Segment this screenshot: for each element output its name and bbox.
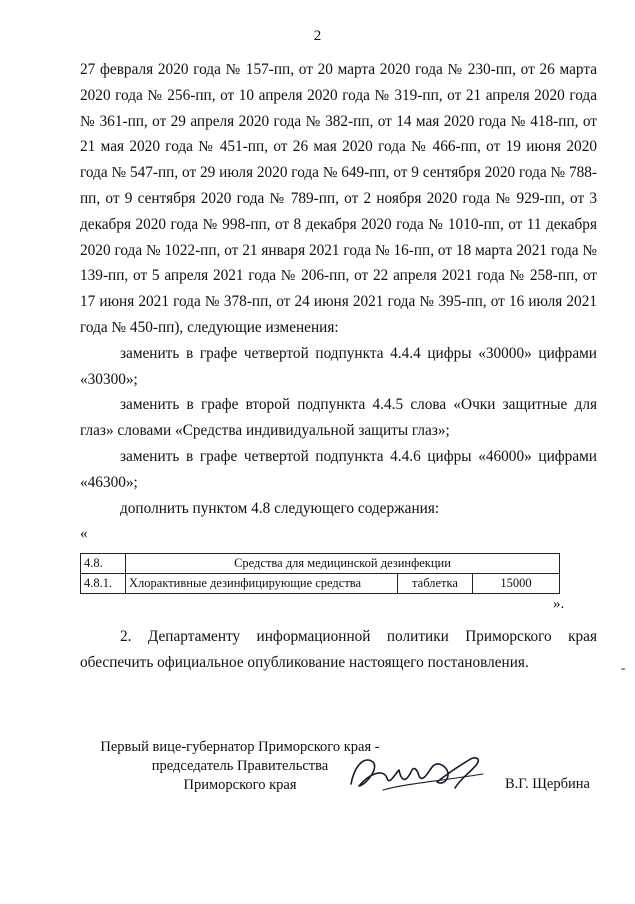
open-quote: « [80,525,88,543]
body-text [80,57,597,547]
page-number: 2 [313,28,322,44]
signatory-title-line: Первый вице-губернатор Приморского края - [100,739,380,755]
table-cell-section-title: Средства для медицинской дезинфекции [126,554,560,574]
table-cell-num: 4.8. [81,554,126,574]
table-header-row [81,554,560,574]
signatory-title-line: председатель Правительства [151,758,329,774]
item-2-text: 2. Департаменту информационной политики Приморского края обеспечить официальное опубликование настоящего постановления. [80,628,597,671]
table-cell-quantity: 15000 [473,574,560,594]
signatory-name: В.Г. Щербина [505,776,590,792]
handwritten-signature [343,744,493,802]
table-row [81,574,560,594]
paragraph-amendments-list: 27 февраля 2020 года № 157-пп, от 20 марта 2020 года № 230-пп, от 26 марта 2020 года № 256-пп, от 10 апреля 2020 года № 319-пп, от 21 апреля 2020 года № 361-пп, от 29 апреля 2020 года № 382-пп, от 14 мая 2020 года № 418-пп, от 21 мая 2020 года № 451-пп, от 26 мая 2020 года № 466-пп, от 19 июня 2020 года № 547-пп, от 29 июля 2020 года № 649-пп, от 9 сентября 2020 года № 788-пп, от 9 сентября 2020 года № 789-пп, от 2 ноября 2020 года № 929-пп, от 3 декабря 2020 года № 998-пп, от 8 декабря 2020 года № 1010-пп, от 11 декабря 2020 года № 1022-пп, от 21 января 2021 года № 16-пп, от 18 марта 2021 года № 139-пп, от 5 апреля 2021 года № 206-пп, от 22 апреля 2021 года № 258-пп, от 17 июня 2021 года № 378-пп, от 24 июня 2021 года № 395-пп, от 16 июля 2021 года № 450-пп), следующие изменения: [80,61,597,336]
paragraph-replace-4-4-6: заменить в графе четвертой подпункта 4.4.6 цифры «46000» цифрами «46300»; [80,447,597,491]
paragraph-add-4-8: дополнить пунктом 4.8 следующего содержания: [120,499,440,517]
signatory-title-line: Приморского края [183,777,297,793]
table-cell-num: 4.8.1. [81,574,126,594]
item-2 [80,624,597,676]
table-cell-unit: таблетка [398,574,473,594]
paragraph-replace-4-4-4: заменить в графе четвертой подпункта 4.4.4 цифры «30000» цифрами «30300»; [80,344,597,388]
table-cell-name: Хлорактивные дезинфицирующие средства [126,574,398,594]
close-quote: ». [553,596,565,612]
edge-mark: - [621,660,626,675]
supplies-table [80,553,560,594]
paragraph-replace-4-4-5: заменить в графе второй подпункта 4.4.5 слова «Очки защитные для глаз» словами «Средства индивидуальной защиты глаз»; [80,396,597,440]
